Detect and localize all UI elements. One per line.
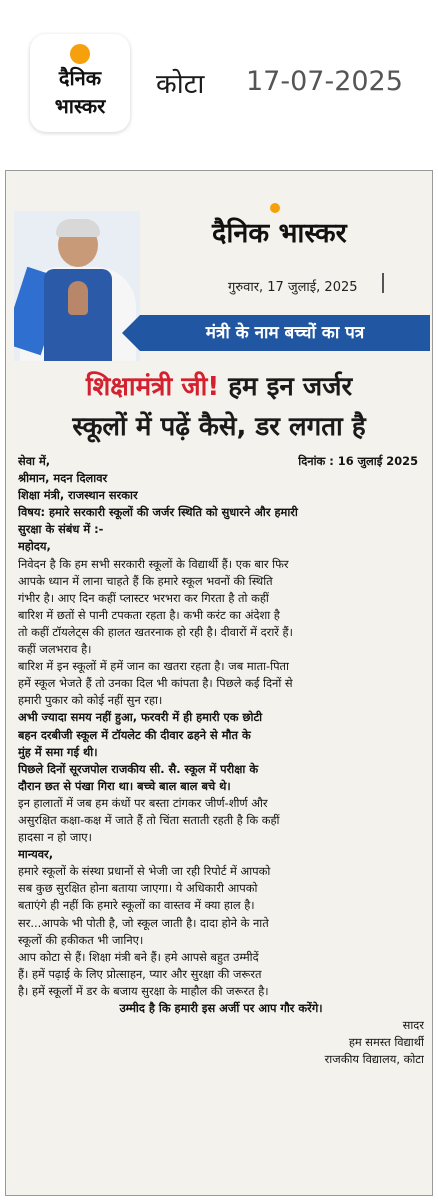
letter-body (18, 453, 424, 1068)
paragraph-line: गंभीर है। आए दिन कहीं प्लास्टर भरभरा कर गिरता है तो कहीं (18, 590, 269, 605)
letter-date: दिनांक : 16 जुलाई 2025 (298, 454, 418, 468)
logo-text-line1: दैनिक (58, 66, 102, 90)
letter-closing: उम्मीद है कि हमारी इस अर्जी पर आप गौर करेंगे। (119, 1001, 323, 1015)
sun-icon (70, 44, 90, 64)
paragraph-line: है। हमें स्कूलों में डर के बजाय सुरक्षा के माहौल की जरूरत है। (18, 983, 269, 998)
divider (382, 273, 384, 293)
paragraph-line: इन हालातों में जब हम कंधों पर बस्ता टांगकर जीर्ण-शीर्ण और (18, 795, 268, 810)
letter-signature: हम समस्त विद्यार्थी (348, 1035, 424, 1050)
letter-to: सेवा में, दिनांक : 16 जुलाई 2025 (18, 453, 424, 470)
edition-date: 17-07-2025 (246, 66, 403, 97)
section-banner: मंत्री के नाम बच्चों का पत्र (140, 315, 430, 351)
paragraph-line: स्कूलों की हकीकत भी जानिए। (18, 932, 144, 947)
letter-addressee: श्रीमान, मदन दिलावर (18, 471, 108, 486)
paragraph-line: कहीं जलभराव है। (18, 642, 92, 657)
paragraph-line: मुंह में समा गई थी। (18, 744, 98, 759)
paragraph-line: हमारे स्कूलों के संस्था प्रधानों से भेजी जा रही रिपोर्ट में आपको (18, 864, 271, 879)
letter-signature: राजकीय विद्यालय, कोटा (324, 1052, 424, 1067)
dainik-bhaskar-logo (30, 34, 130, 132)
paragraph-line: असुरक्षित कक्षा-कक्ष में जाते हैं तो चिंता सताती रहती है कि कहीं (18, 812, 280, 827)
city-label: कोटा (156, 69, 205, 100)
letter-subject: सुरक्षा के संबंध में :- (18, 522, 104, 537)
paragraph-line: दौरान छत से पंखा गिरा था। बच्चे बाल बाल बचे थे। (18, 778, 231, 793)
paragraph-line: हैं। हमें पढ़ाई के लिए प्रोत्साहन, प्यार और सुरक्षा की जरूरत (18, 966, 262, 981)
headline-line1: शिक्षामंत्री जी! हम इन जर्जर (85, 372, 353, 402)
newspaper-clipping (5, 170, 433, 1196)
letter-designation: शिक्षा मंत्री, राजस्थान सरकार (18, 488, 138, 503)
paragraph-line: तो कहीं टॉयलेट्स की हालत खतरनाक हो रही है। दीवारों में दरारें हैं। (18, 624, 293, 639)
paragraph-line: बारिश में छतों से पानी टपकता रहता है। कभी करंट का अंदेशा है (18, 607, 280, 622)
paragraph-line: आपके ध्यान में लाना चाहते हैं कि हमारे स्कूल भवनों की स्थिति (18, 573, 273, 588)
paragraph-line: हादसा न हो जाए। (18, 830, 92, 845)
post-header (0, 0, 438, 160)
headline-highlight: शिक्षामंत्री जी! (85, 372, 220, 402)
paragraph-line: हमारी पुकार को कोई नहीं सुन रहा। (18, 693, 163, 708)
paper-date: गुरुवार, 17 जुलाई, 2025 (228, 280, 358, 295)
paragraph-line: हमें स्कूल भेजते हैं तो उनका दिल भी कांपता है। पिछले कई दिनों से (18, 676, 293, 691)
paragraph-line: पिछले दिनों सूरजपोल राजकीय सी. सै. स्कूल में परीक्षा के (18, 761, 259, 776)
sun-icon (270, 203, 280, 213)
paragraph-line: आप कोटा से हैं। शिक्षा मंत्री बने हैं। हमे आपसे बहुत उम्मीदें (18, 949, 259, 964)
paper-logo: दैनिक भास्कर (212, 213, 347, 250)
letter-regards: सादर (402, 1018, 424, 1033)
paragraph-line: सब कुछ सुरक्षित होना बताया जाएगा। ये अधिकारी आपको (18, 881, 258, 896)
headline-line2: स्कूलों में पढ़ें कैसे, डर लगता है (72, 412, 366, 442)
letter-respected: मान्यवर, (18, 847, 54, 862)
logo-text-line2: भास्कर (54, 94, 106, 118)
letter-subject: विषय: हमारे सरकारी स्कूलों की जर्जर स्थिति को सुधारने और हमारी (18, 505, 298, 520)
paragraph-line: निवेदन है कि हम सभी सरकारी स्कूलों के विद्यार्थी हैं। एक बार फिर (18, 556, 289, 571)
letter-salutation: महोदय, (18, 539, 51, 554)
paragraph-line: बहन दरबीजी स्कूल में टॉयलेट की दीवार ढहने से मौत के (18, 727, 251, 742)
paragraph-line: बताएंगे ही नहीं कि हमारे स्कूलों का वास्तव में क्या हाल है। (18, 898, 255, 913)
paragraph-line: सर...आपके भी पोती है, जो स्कूल जाती है। दादा होने के नाते (18, 915, 269, 930)
paragraph-line: अभी ज्यादा समय नहीं हुआ, फरवरी में ही हमारी एक छोटी (18, 710, 263, 725)
paragraph-line: बारिश में इन स्कूलों में हमें जान का खतरा रहता है। जब माता-पिता (18, 659, 289, 674)
